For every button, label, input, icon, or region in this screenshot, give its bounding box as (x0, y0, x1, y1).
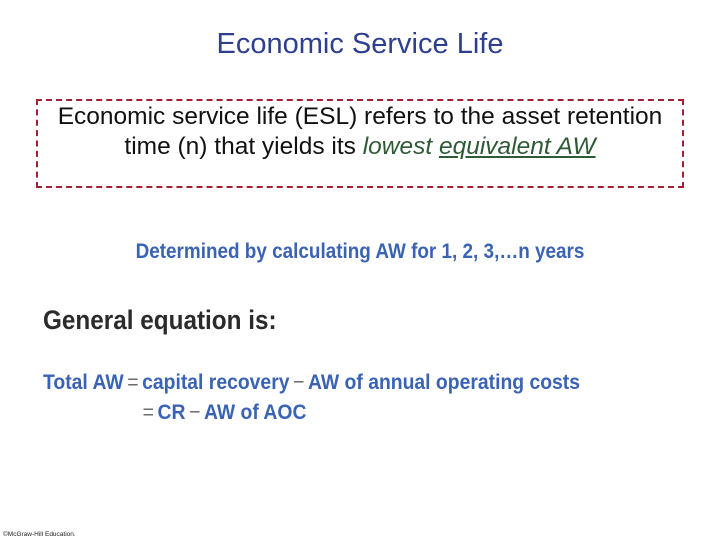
equation-lhs: Total AW (43, 370, 124, 394)
minus-sign: − (189, 400, 201, 424)
definition-emphasis-lowest: lowest (362, 133, 433, 160)
definition-main-text: Economic service life (ESL) refers to the asset retention time (n) that yields its (57, 103, 663, 160)
copyright-footer: ©McGraw-Hill Education. (3, 531, 76, 538)
slide-title: Economic Service Life (216, 28, 504, 60)
equals-sign: = (127, 370, 139, 394)
equation-term-aw-operating-costs: AW of annual operating costs (308, 370, 581, 394)
definition-space (432, 133, 439, 160)
definition-emphasis-equivalent-aw: equivalent AW (438, 133, 596, 160)
equation-term-capital-recovery: capital recovery (142, 370, 290, 394)
equation-line-1 (43, 370, 580, 395)
equation-line-2 (139, 400, 306, 425)
determined-by-text: Determined by calculating AW for 1, 2, 3,…n years (135, 240, 585, 263)
equation-term-aw-of-aoc: AW of AOC (203, 400, 307, 424)
definition-box (36, 99, 684, 188)
minus-sign: − (293, 370, 305, 394)
general-equation-label: General equation is: (43, 305, 277, 335)
definition-text (38, 102, 682, 162)
equals-sign: = (142, 400, 154, 424)
equation-term-cr: CR (157, 400, 186, 424)
